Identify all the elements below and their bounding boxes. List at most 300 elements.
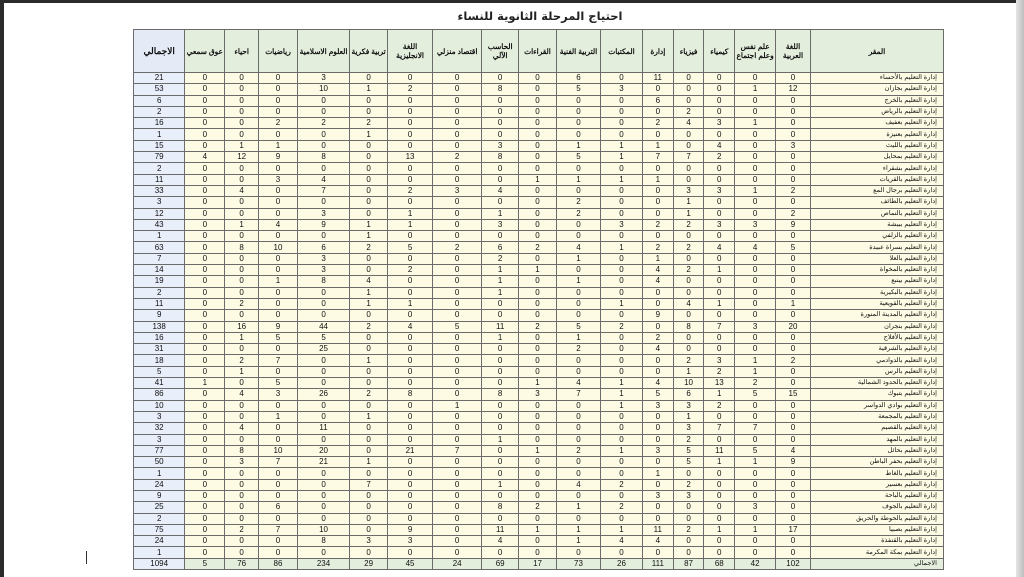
value-cell: 0 [185, 129, 225, 140]
value-cell: 0 [482, 400, 519, 411]
value-cell: 0 [185, 332, 225, 343]
value-cell: 0 [259, 197, 298, 208]
column-header-subject: تربية فكرية [350, 30, 388, 73]
value-cell: 0 [642, 513, 673, 524]
value-cell: 0 [297, 479, 349, 490]
table-row [134, 208, 944, 219]
value-cell: 0 [185, 95, 225, 106]
value-cell: 0 [735, 253, 776, 264]
value-cell: 0 [388, 434, 433, 445]
value-cell: 0 [388, 95, 433, 106]
value-cell: 0 [556, 129, 600, 140]
value-cell: 0 [704, 310, 735, 321]
value-cell: 0 [776, 276, 811, 287]
value-cell: 0 [225, 265, 259, 276]
value-cell: 0 [433, 389, 482, 400]
value-cell: 1 [642, 468, 673, 479]
value-cell: 0 [388, 276, 433, 287]
value-cell: 0 [735, 287, 776, 298]
value-cell: 8 [482, 152, 519, 163]
value-cell: 0 [433, 344, 482, 355]
value-cell: 0 [704, 174, 735, 185]
value-cell: 0 [350, 332, 388, 343]
value-cell: 0 [704, 276, 735, 287]
value-cell: 0 [776, 434, 811, 445]
value-cell: 0 [482, 366, 519, 377]
value-cell: 0 [433, 468, 482, 479]
value-cell: 5 [642, 389, 673, 400]
value-cell: 0 [642, 366, 673, 377]
row-total-cell: 86 [134, 389, 185, 400]
value-cell: 25 [297, 344, 349, 355]
row-total-cell: 50 [134, 457, 185, 468]
value-cell: 2 [519, 502, 557, 513]
value-cell: 3 [735, 321, 776, 332]
value-cell: 1 [673, 208, 704, 219]
value-cell: 0 [388, 174, 433, 185]
value-cell: 0 [388, 490, 433, 501]
value-cell: 0 [185, 490, 225, 501]
value-cell: 0 [735, 400, 776, 411]
value-cell: 2 [297, 118, 349, 129]
value-cell: 0 [259, 95, 298, 106]
value-cell: 0 [433, 298, 482, 309]
value-cell: 0 [185, 502, 225, 513]
value-cell: 5 [297, 332, 349, 343]
value-cell: 0 [519, 276, 557, 287]
value-cell: 1 [556, 253, 600, 264]
value-cell: 0 [735, 265, 776, 276]
value-cell: 2 [556, 445, 600, 456]
value-cell: 7 [673, 152, 704, 163]
value-cell: 0 [519, 253, 557, 264]
value-cell: 0 [297, 197, 349, 208]
value-cell: 2 [519, 321, 557, 332]
office-name-cell: إدارة التعليم بالزلفي [810, 231, 943, 242]
value-cell: 2 [519, 242, 557, 253]
value-cell: 0 [185, 423, 225, 434]
value-cell: 2 [433, 152, 482, 163]
table-row [134, 298, 944, 309]
value-cell: 0 [225, 468, 259, 479]
value-cell: 0 [482, 355, 519, 366]
value-cell: 0 [776, 310, 811, 321]
value-cell: 0 [776, 468, 811, 479]
scrollbar-track[interactable] [1016, 0, 1024, 577]
row-total-cell: 53 [134, 84, 185, 95]
value-cell: 0 [185, 344, 225, 355]
table-row [134, 95, 944, 106]
value-cell: 0 [642, 231, 673, 242]
value-cell: 0 [185, 400, 225, 411]
row-total-cell: 41 [134, 378, 185, 389]
value-cell: 1 [519, 174, 557, 185]
value-cell: 1 [735, 118, 776, 129]
value-cell: 0 [433, 231, 482, 242]
value-cell: 0 [600, 276, 642, 287]
value-cell: 11 [482, 524, 519, 535]
value-cell: 0 [185, 265, 225, 276]
value-cell: 0 [704, 468, 735, 479]
value-cell: 0 [642, 321, 673, 332]
value-cell: 0 [185, 479, 225, 490]
value-cell: 0 [185, 231, 225, 242]
value-cell: 0 [482, 457, 519, 468]
value-cell: 0 [482, 513, 519, 524]
value-cell: 0 [642, 287, 673, 298]
value-cell: 1 [350, 231, 388, 242]
value-cell: 0 [556, 163, 600, 174]
value-cell: 2 [600, 321, 642, 332]
value-cell: 0 [350, 445, 388, 456]
value-cell: 4 [556, 479, 600, 490]
value-cell: 0 [556, 400, 600, 411]
table-row [134, 457, 944, 468]
value-cell: 0 [673, 513, 704, 524]
value-cell: 0 [350, 423, 388, 434]
office-name-cell: إدارة التعليم بالطائف [810, 197, 943, 208]
value-cell: 45 [388, 558, 433, 569]
value-cell: 0 [350, 253, 388, 264]
value-cell: 0 [673, 468, 704, 479]
value-cell: 1 [225, 366, 259, 377]
value-cell: 0 [519, 95, 557, 106]
value-cell: 1 [482, 479, 519, 490]
value-cell: 0 [259, 344, 298, 355]
office-name-cell: إدارة التعليم بالقريات [810, 174, 943, 185]
row-total-cell: 21 [134, 73, 185, 84]
table-row [134, 287, 944, 298]
value-cell: 0 [225, 253, 259, 264]
value-cell: 0 [556, 547, 600, 558]
value-cell: 0 [259, 468, 298, 479]
value-cell: 10 [259, 445, 298, 456]
value-cell: 1 [350, 219, 388, 230]
value-cell: 1 [350, 411, 388, 422]
value-cell: 0 [600, 106, 642, 117]
value-cell: 0 [519, 411, 557, 422]
value-cell: 1 [673, 366, 704, 377]
value-cell: 0 [642, 106, 673, 117]
value-cell: 3 [600, 219, 642, 230]
value-cell: 1 [350, 355, 388, 366]
text-cursor [86, 551, 87, 564]
value-cell: 0 [735, 332, 776, 343]
value-cell: 4 [704, 140, 735, 151]
value-cell: 8 [297, 276, 349, 287]
column-header-subject: فيزياء [673, 30, 704, 73]
value-cell: 0 [673, 174, 704, 185]
value-cell: 0 [704, 434, 735, 445]
value-cell: 2 [673, 434, 704, 445]
value-cell: 0 [776, 253, 811, 264]
value-cell: 0 [556, 355, 600, 366]
value-cell: 0 [776, 287, 811, 298]
value-cell: 0 [388, 129, 433, 140]
value-cell: 0 [185, 140, 225, 151]
value-cell: 0 [735, 174, 776, 185]
value-cell: 7 [259, 524, 298, 535]
value-cell: 11 [704, 445, 735, 456]
value-cell: 0 [350, 174, 388, 185]
value-cell: 0 [259, 265, 298, 276]
value-cell: 1 [735, 366, 776, 377]
value-cell: 2 [642, 332, 673, 343]
value-cell: 0 [519, 118, 557, 129]
value-cell: 0 [350, 502, 388, 513]
office-name-cell: إدارة التعليم بجازان [810, 84, 943, 95]
value-cell: 0 [482, 378, 519, 389]
column-header-subject: إدارة [642, 30, 673, 73]
value-cell: 0 [776, 163, 811, 174]
value-cell: 2 [350, 389, 388, 400]
value-cell: 0 [673, 310, 704, 321]
value-cell: 0 [519, 513, 557, 524]
value-cell: 0 [388, 287, 433, 298]
value-cell: 0 [519, 106, 557, 117]
value-cell: 0 [433, 524, 482, 535]
needs-table-container [133, 29, 944, 568]
value-cell: 0 [673, 344, 704, 355]
value-cell: 7 [704, 321, 735, 332]
row-total-cell: 2 [134, 163, 185, 174]
value-cell: 0 [704, 490, 735, 501]
office-name-cell: إدارة التعليم بالمخواة [810, 265, 943, 276]
value-cell: 0 [433, 219, 482, 230]
row-total-cell: 33 [134, 185, 185, 196]
value-cell: 0 [350, 490, 388, 501]
value-cell: 0 [225, 73, 259, 84]
value-cell: 11 [642, 524, 673, 535]
value-cell: 0 [433, 174, 482, 185]
value-cell: 0 [388, 106, 433, 117]
value-cell: 2 [433, 242, 482, 253]
value-cell: 0 [600, 118, 642, 129]
value-cell: 8 [388, 389, 433, 400]
value-cell: 0 [185, 106, 225, 117]
value-cell: 0 [388, 253, 433, 264]
table-row [134, 118, 944, 129]
value-cell: 0 [776, 231, 811, 242]
value-cell: 0 [433, 106, 482, 117]
office-name-cell: إدارة التعليم بحفر الباطن [810, 457, 943, 468]
value-cell: 0 [673, 129, 704, 140]
value-cell: 5 [556, 152, 600, 163]
value-cell: 3 [673, 423, 704, 434]
value-cell: 0 [388, 366, 433, 377]
value-cell: 0 [704, 95, 735, 106]
value-cell: 1 [519, 265, 557, 276]
value-cell: 0 [225, 513, 259, 524]
value-cell: 4 [642, 378, 673, 389]
value-cell: 4 [482, 185, 519, 196]
value-cell: 1 [556, 276, 600, 287]
office-name-cell: إدارة التعليم بالمهد [810, 434, 943, 445]
table-row [134, 242, 944, 253]
row-total-cell: 2 [134, 106, 185, 117]
table-row [134, 265, 944, 276]
value-cell: 0 [350, 95, 388, 106]
value-cell: 10 [297, 84, 349, 95]
row-total-cell: 18 [134, 355, 185, 366]
row-total-cell: 1094 [134, 558, 185, 569]
value-cell: 0 [776, 106, 811, 117]
value-cell: 0 [600, 287, 642, 298]
value-cell: 0 [776, 265, 811, 276]
value-cell: 1 [388, 219, 433, 230]
value-cell: 3 [225, 457, 259, 468]
value-cell: 2 [259, 118, 298, 129]
value-cell: 0 [225, 400, 259, 411]
value-cell: 0 [519, 490, 557, 501]
value-cell: 0 [297, 378, 349, 389]
value-cell: 0 [735, 231, 776, 242]
value-cell: 0 [259, 287, 298, 298]
office-name-cell: إدارة التعليم بسراة عبيدة [810, 242, 943, 253]
value-cell: 0 [776, 547, 811, 558]
value-cell: 0 [776, 73, 811, 84]
value-cell: 9 [259, 152, 298, 163]
row-total-cell: 77 [134, 445, 185, 456]
value-cell: 0 [482, 310, 519, 321]
value-cell: 4 [776, 445, 811, 456]
value-cell: 1 [600, 140, 642, 151]
value-cell: 9 [259, 321, 298, 332]
column-header-subject: احياء [225, 30, 259, 73]
value-cell: 2 [225, 298, 259, 309]
value-cell: 0 [735, 152, 776, 163]
value-cell: 1 [482, 276, 519, 287]
office-name-cell: إدارة التعليم بالحدود الشمالية [810, 378, 943, 389]
table-row [134, 332, 944, 343]
value-cell: 0 [600, 253, 642, 264]
value-cell: 0 [673, 502, 704, 513]
value-cell: 0 [482, 468, 519, 479]
value-cell: 0 [776, 95, 811, 106]
value-cell: 0 [350, 547, 388, 558]
value-cell: 16 [225, 321, 259, 332]
value-cell: 234 [297, 558, 349, 569]
value-cell: 7 [433, 445, 482, 456]
row-total-cell: 2 [134, 513, 185, 524]
value-cell: 2 [673, 219, 704, 230]
table-row [134, 73, 944, 84]
row-total-cell: 138 [134, 321, 185, 332]
row-total-cell: 79 [134, 152, 185, 163]
value-cell: 0 [642, 355, 673, 366]
value-cell: 0 [735, 479, 776, 490]
value-cell: 1 [556, 536, 600, 547]
value-cell: 0 [185, 355, 225, 366]
value-cell: 0 [433, 378, 482, 389]
office-name-cell: إدارة التعليم بالبكيرية [810, 287, 943, 298]
value-cell: 0 [185, 547, 225, 558]
value-cell: 1 [482, 208, 519, 219]
value-cell: 0 [433, 197, 482, 208]
value-cell: 0 [556, 423, 600, 434]
value-cell: 4 [225, 185, 259, 196]
value-cell: 0 [704, 513, 735, 524]
value-cell: 0 [556, 265, 600, 276]
value-cell: 2 [388, 265, 433, 276]
value-cell: 0 [297, 400, 349, 411]
value-cell: 0 [185, 445, 225, 456]
value-cell: 1 [350, 298, 388, 309]
value-cell: 7 [642, 152, 673, 163]
value-cell: 0 [433, 73, 482, 84]
value-cell: 21 [388, 445, 433, 456]
value-cell: 0 [185, 411, 225, 422]
value-cell: 4 [642, 265, 673, 276]
table-row [134, 400, 944, 411]
value-cell: 0 [600, 434, 642, 445]
value-cell: 0 [556, 513, 600, 524]
value-cell: 0 [556, 411, 600, 422]
value-cell: 5 [673, 445, 704, 456]
office-name-cell: إدارة التعليم بالليث [810, 140, 943, 151]
value-cell: 0 [642, 457, 673, 468]
value-cell: 0 [388, 355, 433, 366]
value-cell: 0 [225, 547, 259, 558]
value-cell: 0 [350, 265, 388, 276]
value-cell: 0 [519, 129, 557, 140]
value-cell: 0 [704, 287, 735, 298]
value-cell: 0 [433, 332, 482, 343]
value-cell: 1 [673, 411, 704, 422]
value-cell: 7 [350, 479, 388, 490]
office-name-cell: إدارة التعليم بمكة المكرمة [810, 547, 943, 558]
value-cell: 0 [776, 400, 811, 411]
value-cell: 26 [600, 558, 642, 569]
value-cell: 0 [185, 219, 225, 230]
value-cell: 0 [519, 434, 557, 445]
needs-table [133, 29, 944, 570]
value-cell: 9 [776, 457, 811, 468]
value-cell: 0 [642, 129, 673, 140]
value-cell: 0 [482, 445, 519, 456]
table-row [134, 445, 944, 456]
value-cell: 3 [704, 219, 735, 230]
value-cell: 0 [185, 253, 225, 264]
office-name-cell: إدارة التعليم بالشرقية [810, 344, 943, 355]
value-cell: 0 [519, 423, 557, 434]
value-cell: 0 [225, 344, 259, 355]
value-cell: 0 [185, 434, 225, 445]
value-cell: 1 [735, 84, 776, 95]
value-cell: 1 [600, 389, 642, 400]
value-cell: 0 [225, 163, 259, 174]
value-cell: 2 [673, 242, 704, 253]
value-cell: 0 [185, 366, 225, 377]
value-cell: 11 [297, 423, 349, 434]
row-total-cell: 9 [134, 490, 185, 501]
table-row [134, 355, 944, 366]
value-cell: 76 [225, 558, 259, 569]
value-cell: 0 [556, 231, 600, 242]
value-cell: 0 [776, 174, 811, 185]
value-cell: 2 [350, 321, 388, 332]
value-cell: 0 [225, 378, 259, 389]
value-cell: 0 [600, 366, 642, 377]
value-cell: 0 [600, 265, 642, 276]
value-cell: 0 [735, 310, 776, 321]
value-cell: 3 [482, 140, 519, 151]
value-cell: 0 [297, 310, 349, 321]
table-row [134, 106, 944, 117]
table-row [134, 185, 944, 196]
value-cell: 2 [482, 253, 519, 264]
value-cell: 6 [482, 242, 519, 253]
